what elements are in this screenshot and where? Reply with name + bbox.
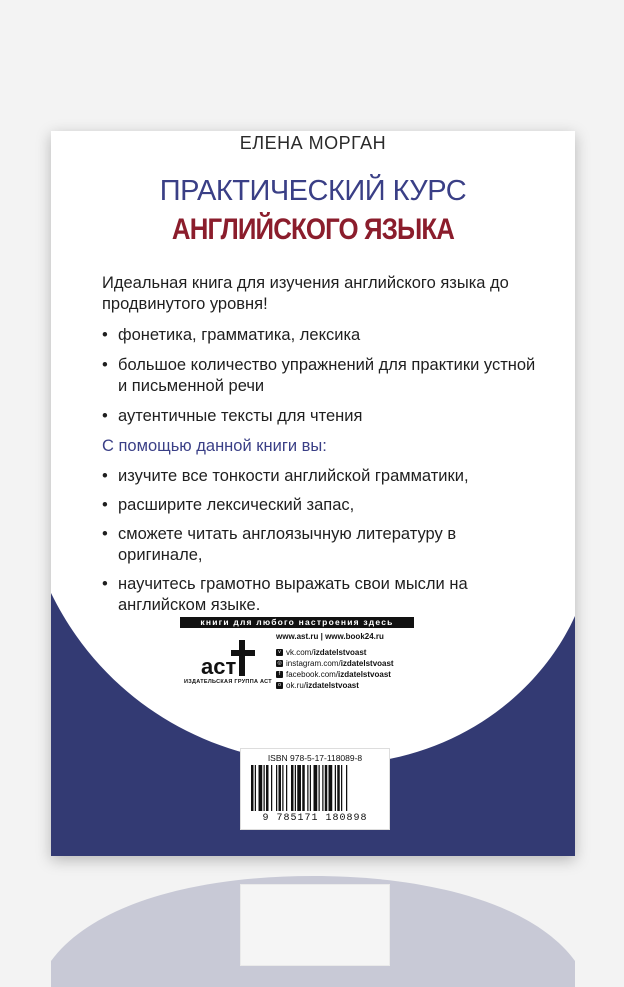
barcode-bar [271,765,272,811]
barcode-bar [295,765,296,811]
barcode-bar [276,765,277,811]
benefits-subheading: С помощью данной книги вы: [102,437,327,455]
social-link-instagram[interactable]: ◎ instagram.com/ izdatelstvoast [277,659,394,668]
barcode-bar [337,765,340,811]
social-link-vk[interactable]: v vk.com/ izdatelstvoast [276,647,394,658]
benefit-item: • изучите все тонкости английской грамматики, [102,466,542,487]
barcode-bars [251,765,381,811]
barcode-bar [314,765,318,811]
barcode-bar [325,765,328,811]
feature-item: • большое количество упражнений для практики устной и письменной речи [102,355,542,397]
book-back-cover [51,131,575,856]
feature-item: • фонетика, грамматика, лексика [102,325,542,346]
intro-text: Идеальная книга для изучения английского языка до продвинутого уровня! [102,274,509,313]
description-block [102,273,542,624]
barcode-bar [259,765,263,811]
publisher-links [276,631,394,691]
barcode-bar [279,765,282,811]
benefit-item: • научитесь грамотно выражать свои мысли на английском языке. [102,574,542,616]
social-link-facebook[interactable]: f facebook.com/ izdatelstvoast [276,669,394,680]
barcode-bar [307,765,308,811]
barcode-bar [266,765,269,811]
barcode-bar [282,765,283,811]
barcode-bar [335,765,336,811]
barcode-bar [319,765,320,811]
cover-reflection [51,856,575,987]
feature-item: • аутентичные тексты для чтения [102,406,542,427]
benefits-list [102,466,542,616]
features-list [102,325,542,427]
reflection-barcode [240,884,390,966]
barcode-digits: 9 785171 180898 [262,813,368,824]
facebook-icon: f [276,671,283,678]
title-line-1: ПРАКТИЧЕСКИЙ КУРС [159,175,467,207]
barcode-bar [297,765,301,811]
barcode-bar [291,765,294,811]
publisher-name: ИЗДАТЕЛЬСКАЯ ГРУППА АСТ [184,679,272,685]
benefit-item: • сможете читать англоязычную литературу в оригинале, [102,524,542,566]
author-name: ЕЛЕНА МОРГАН [239,133,387,153]
instagram-icon: ◎ [277,660,282,666]
barcode-box [240,748,390,830]
publisher-slogan: книги для любого настроения здесь [180,617,414,628]
vk-icon: v [276,649,283,656]
benefit-item: • расширите лексический запас, [102,495,542,516]
barcode-bar [302,765,305,811]
barcode-bar [251,765,254,811]
social-link-ok[interactable]: o ok.ru/ izdatelstvoast [276,680,394,691]
barcode-bar [286,765,287,811]
barcode-bar [322,765,323,811]
barcode-bar [255,765,256,811]
odnoklassniki-icon: o [276,682,283,689]
isbn-label: ISBN 978-5-17-118089-8 [267,753,363,763]
barcode-bar [264,765,265,811]
barcode-bar [329,765,333,811]
website-links[interactable]: www.ast.ru | www.book24.ru [276,632,384,641]
barcode-bar [346,765,347,811]
barcode-bar [341,765,342,811]
barcode-bar [310,765,311,811]
title-line-2: АНГЛИЙСКОГО ЯЗЫКА [171,213,455,246]
logo-text: аст [201,654,237,679]
